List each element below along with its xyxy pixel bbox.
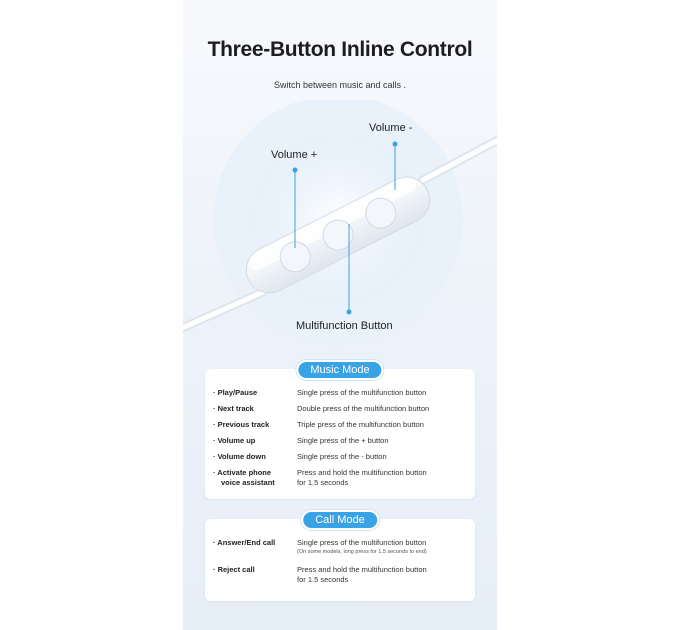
callout-dot-multifunction bbox=[347, 310, 352, 315]
page-subtitle: Switch between music and calls . bbox=[273, 80, 407, 90]
row-value bbox=[297, 468, 473, 488]
row-value: Single press of the - button bbox=[297, 452, 387, 461]
inline-remote-illustration bbox=[183, 100, 497, 350]
row-key: · Previous track bbox=[213, 420, 270, 429]
row-value-line1: Press and hold the multifunction button bbox=[297, 565, 427, 574]
music-mode-label: Music Mode bbox=[296, 360, 383, 380]
row-key-line2: voice assistant bbox=[221, 478, 275, 487]
callout-dot-volume-minus bbox=[393, 142, 398, 147]
row-key: · Reject call bbox=[213, 565, 255, 574]
row-key: · Next track bbox=[213, 404, 254, 413]
row-value: Double press of the multifunction button bbox=[297, 404, 430, 413]
row-value bbox=[297, 565, 473, 585]
product-info-panel bbox=[183, 0, 497, 630]
row-value-line1: Single press of the multifunction button bbox=[297, 538, 427, 547]
callout-volume-plus: Volume + bbox=[271, 149, 318, 161]
row-key bbox=[213, 468, 293, 488]
row-key: · Volume up bbox=[213, 436, 256, 445]
call-mode-label: Call Mode bbox=[301, 510, 379, 530]
row-key-line1: · Activate phone bbox=[213, 468, 272, 477]
callout-multifunction: Multifunction Button bbox=[296, 320, 393, 332]
row-key: · Volume down bbox=[213, 452, 266, 461]
music-mode-card bbox=[205, 364, 475, 499]
callout-volume-minus: Volume - bbox=[369, 122, 413, 134]
row-value-line2: for 1.5 seconds bbox=[297, 575, 349, 584]
row-value: Single press of the multifunction button bbox=[297, 388, 427, 397]
row-key: · Play/Pause bbox=[213, 388, 258, 397]
row-value: Single press of the + button bbox=[297, 436, 389, 445]
row-value-line2: for 1.5 seconds bbox=[297, 478, 349, 487]
row-value-line1: Press and hold the multifunction button bbox=[297, 468, 427, 477]
call-mode-card bbox=[205, 514, 475, 601]
page-title: Three-Button Inline Control bbox=[207, 38, 473, 61]
row-value: Triple press of the multifunction button bbox=[297, 420, 424, 429]
callout-dot-volume-plus bbox=[293, 168, 298, 173]
row-key: · Answer/End call bbox=[213, 538, 276, 547]
row-value bbox=[297, 538, 473, 556]
row-value-note: (On some models, long press for 1.5 seconds to end) bbox=[297, 549, 427, 555]
